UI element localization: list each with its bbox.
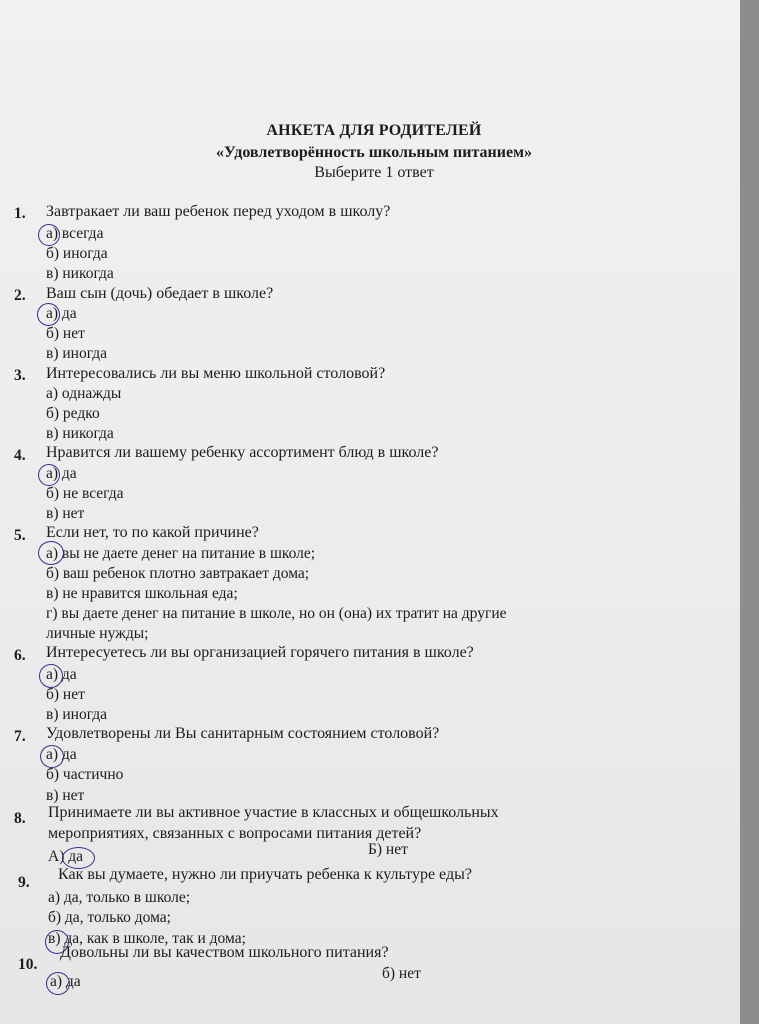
answer-option: А) да — [48, 848, 83, 865]
answer-option: в) нет — [46, 505, 85, 522]
question-number: 8. — [14, 810, 26, 827]
answer-option: б) нет — [46, 325, 85, 342]
answer-option: а) всегда — [46, 225, 104, 242]
question-text: Интересуетесь ли вы организацией горячего питания в школе? — [46, 644, 474, 661]
answer-option: б) да, только дома; — [48, 909, 171, 926]
answer-option-continued: личные нужды; — [46, 625, 149, 642]
instruction-text: Выберите 1 ответ — [314, 164, 434, 181]
answer-option: а) да — [46, 746, 77, 763]
answer-option: в) никогда — [46, 425, 114, 442]
question-number: 1. — [14, 205, 26, 222]
question-text: Как вы думаете, нужно ли приучать ребенка к культуре еды? — [58, 866, 472, 883]
answer-option: б) нет — [382, 965, 421, 982]
answer-option: а) да — [50, 973, 81, 990]
question-number: 7. — [14, 728, 26, 745]
answer-option: а) вы не даете денег на питание в школе; — [46, 545, 316, 562]
background-edge — [740, 0, 759, 1024]
answer-option: б) редко — [46, 405, 100, 422]
answer-option: Б) нет — [368, 841, 408, 858]
answer-option: а) однажды — [46, 385, 122, 402]
answer-option: б) частично — [46, 766, 124, 783]
answer-option: в) не нравится школьная еда; — [46, 585, 238, 602]
answer-option: а) да — [46, 465, 77, 482]
question-text: Удовлетворены ли Вы санитарным состоянием столовой? — [46, 725, 440, 742]
answer-option: а) да, только в школе; — [48, 889, 191, 906]
question-number: 6. — [14, 647, 26, 664]
answer-option: б) иногда — [46, 245, 108, 262]
answer-option: а) да — [46, 305, 77, 322]
question-text-continued: мероприятиях, связанных с вопросами питания детей? — [48, 825, 422, 842]
question-number: 3. — [14, 367, 26, 384]
answer-option: а) да — [46, 666, 77, 683]
answer-option: в) да, как в школе, так и дома; — [48, 930, 246, 947]
answer-option: в) иногда — [46, 345, 108, 362]
answer-option: в) никогда — [46, 265, 114, 282]
answer-option: б) ваш ребенок плотно завтракает дома; — [46, 565, 310, 582]
question-number: 9. — [18, 874, 30, 891]
question-text: Интересовались ли вы меню школьной столовой? — [46, 365, 386, 382]
question-text: Принимаете ли вы активное участие в классных и общешкольных — [48, 804, 499, 821]
answer-option: в) нет — [46, 787, 85, 804]
question-text: Довольны ли вы качеством школьного питания? — [60, 944, 389, 961]
document-title: АНКЕТА ДЛЯ РОДИТЕЛЕЙ — [266, 122, 482, 139]
question-text: Нравится ли вашему ребенку ассортимент блюд в школе? — [46, 444, 439, 461]
question-text: Ваш сын (дочь) обедает в школе? — [46, 285, 274, 302]
question-text: Если нет, то по какой причине? — [46, 524, 259, 541]
answer-option: б) нет — [46, 686, 85, 703]
answer-option: г) вы даете денег на питание в школе, но он (она) их тратит на другие — [46, 605, 507, 622]
question-number: 2. — [14, 287, 26, 304]
answer-option: б) не всегда — [46, 485, 124, 502]
question-number: 5. — [14, 527, 26, 544]
question-number: 10. — [18, 956, 38, 973]
question-text: Завтракает ли ваш ребенок перед уходом в школу? — [46, 203, 391, 220]
question-number: 4. — [14, 447, 26, 464]
document-subtitle: «Удовлетворённость школьным питанием» — [216, 144, 532, 161]
answer-option: в) иногда — [46, 706, 108, 723]
